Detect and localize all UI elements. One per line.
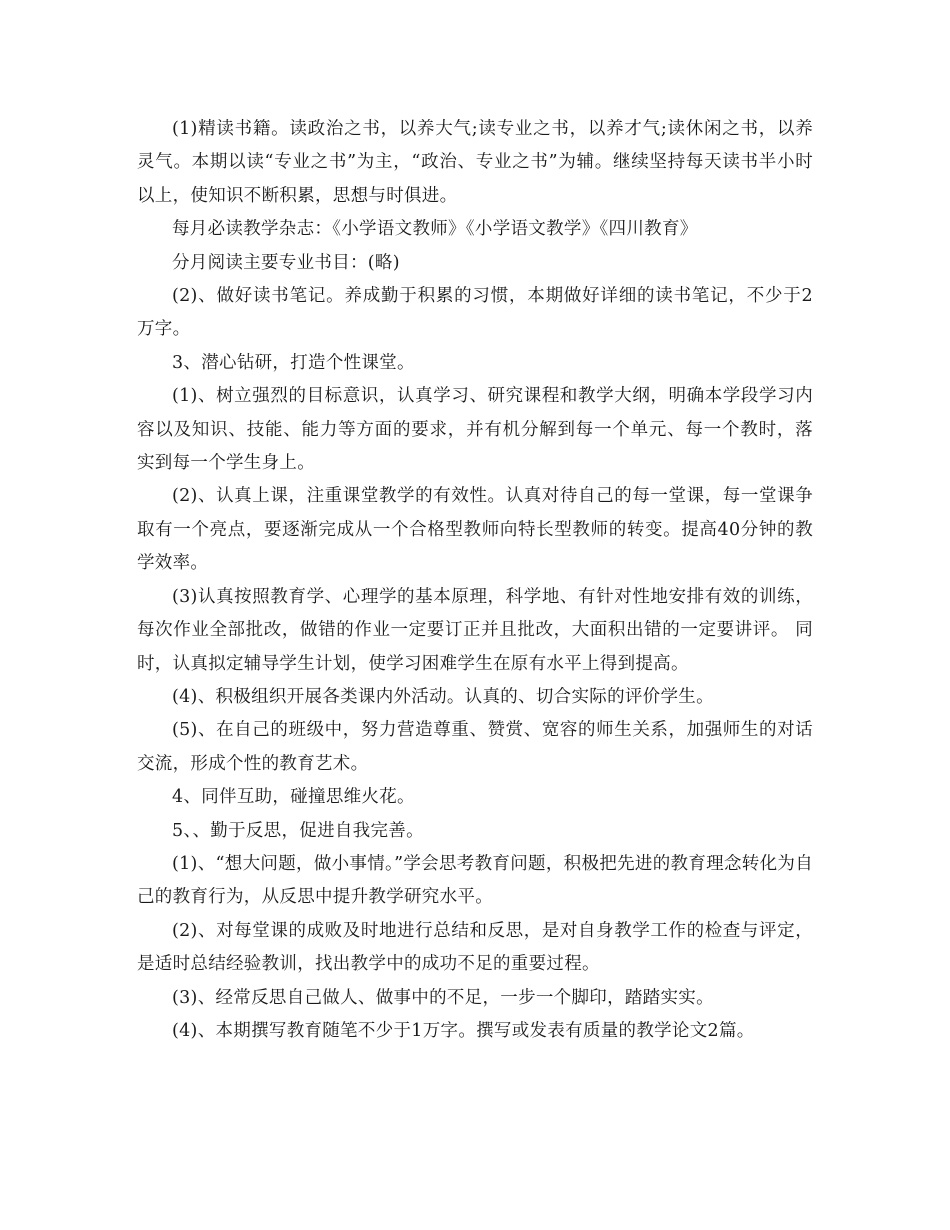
paragraph-monthly-magazines: 每月必读教学杂志：《小学语文教师》《小学语文教学》《四川教育》 bbox=[172, 219, 698, 240]
paragraph-self-reflection: (3)、经常反思自己做人、做事中的不足，一步一个脚印，踏踏实实。 bbox=[172, 987, 714, 1008]
paragraph-training-and-homework: (3)认真按照教育学、心理学的基本原理，科学地、有针对性地安排有效的训练，每次作业全部批改，做错的作业一定要订正并且批改，大面积出错的一定要讲评。 同时，认真拟定辅导学生计划，使学习困难学生在原有水平上得到提高。 bbox=[137, 586, 813, 674]
paragraph-goal-awareness: (1)、树立强烈的目标意识，认真学习、研究课程和教学大纲，明确本学段学习内容以及知识、技能、能力等方面的要求，并有机分解到每一个单元、每一个教时，落实到每一个学生身上。 bbox=[137, 386, 813, 474]
paragraph-reading-books: (1)精读书籍。读政治之书，以养大气;读专业之书，以养才气;读休闲之书，以养灵气。本期以读“专业之书”为主，“政治、专业之书”为辅。继续坚持每天读书半小时以上，使知识不断积累，思想与时俱进。 bbox=[137, 119, 813, 206]
heading-section-4: 4、同伴互助，碰撞思维火花。 bbox=[172, 787, 415, 808]
paragraph-reading-notes: (2)、做好读书笔记。养成勤于积累的习惯，本期做好详细的读书笔记，不少于2万字。 bbox=[137, 286, 813, 340]
heading-section-5: 5、、勤于反思，促进自我完善。 bbox=[172, 820, 424, 841]
paragraph-activities: (4)、积极组织开展各类课内外活动。认真的、切合实际的评价学生。 bbox=[172, 686, 714, 707]
paragraph-lesson-reflection: (2)、对每堂课的成败及时地进行总结和反思，是对自身教学工作的检查与评定，是适时总结经验教训，找出教学中的成功不足的重要过程。 bbox=[137, 920, 813, 975]
heading-section-3: 3、潜心钻研，打造个性课堂。 bbox=[172, 352, 415, 373]
paragraph-teacher-student-relations: (5)、在自己的班级中，努力营造尊重、赞赏、宽容的师生关系，加强师生的对话交流，形成个性的教育艺术。 bbox=[137, 720, 813, 774]
paragraph-effective-teaching: (2)、认真上课，注重课堂教学的有效性。认真对待自己的每一堂课，每一堂课争取有一个亮点，要逐渐完成从一个合格型教师向特长型教师的转变。提高40分钟的教学效率。 bbox=[137, 486, 813, 574]
paragraph-monthly-booklist: 分月阅读主要专业书目：(略) bbox=[172, 252, 400, 273]
document-body bbox=[137, 113, 813, 1048]
paragraph-writing-goals: (4)、本期撰写教育随笔不少于1万字。撰写或发表有质量的教学论文2篇。 bbox=[172, 1020, 755, 1041]
paragraph-think-big: (1)、“想大问题，做小事情。”学会思考教育问题，积极把先进的教育理念转化为自己的教育行为，从反思中提升教学研究水平。 bbox=[137, 853, 813, 908]
